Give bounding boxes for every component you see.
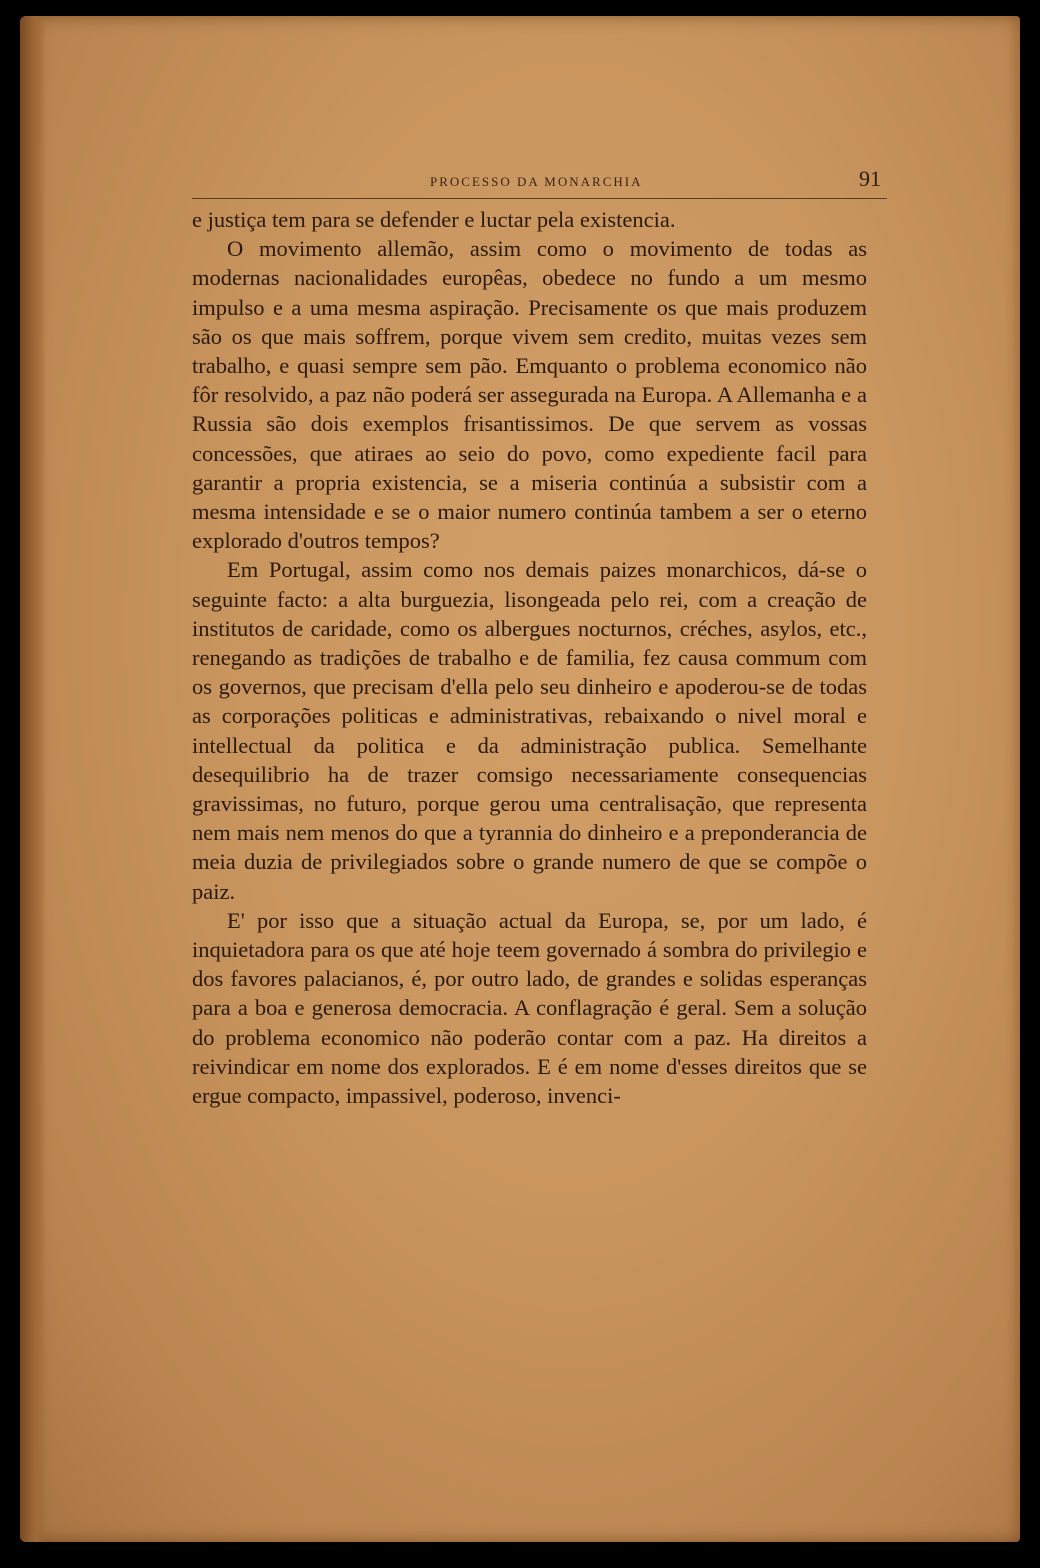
page-spine-shadow bbox=[20, 16, 46, 1542]
page-number: 91 bbox=[859, 166, 881, 191]
body-text bbox=[192, 205, 867, 1110]
paragraph: e justiça tem para se defender e luctar pela existencia. bbox=[192, 207, 676, 232]
paragraph: E' por isso que a situação actual da Europa, se, por um lado, é inquietadora para os que até hoje teem governado á sombra do privilegio e dos favores palacianos, é, por outro lado, de grandes e solidas esperanças para a boa e generosa democracia. A conflagração é geral. Sem a solução do problema economico não poderão contar com a paz. Ha direitos a reivindicar em nome dos explorados. E é em nome d'esses direitos que se ergue compacto, impassivel, poderoso, invenci- bbox=[192, 907, 867, 1109]
paragraph: O movimento allemão, assim como o movimento de todas as modernas nacionalidades europêas, obedece no fundo a um mesmo impulso e a uma mesma aspiração. Precisamente os que mais produzem são os que mais soffrem, porque vivem sem credito, muitas vezes sem trabalho, e quasi sempre sem pão. Emquanto o problema economico não fôr resolvido, a paz não poderá ser assegurada na Europa. A Allemanha e a Russia são dois exemplos frisantissimos. De que servem as vossas concessões, que atiraes ao seio do povo, como expediente facil para garantir a propria existencia, se a miseria continúa a subsistir com a mesma intensidade e se o maior numero continúa tambem a ser o eterno explorado d'outros tempos? bbox=[192, 236, 867, 554]
running-title: PROCESSO DA MONARCHIA bbox=[430, 174, 643, 189]
paragraph: Em Portugal, assim como nos demais paizes monarchicos, dá-se o seguinte facto: a alta burguezia, lisongeada pelo rei, com a creação de institutos de caridade, como os albergues nocturnos, créches, asylos, etc., renegando as tradições de trabalho e de familia, fez causa commum com os governos, que precisam d'ella pelo seu dinheiro e apoderou-se de todas as corporações politicas e administrativas, rebaixando o nivel moral e intellectual da politica e da administração publica. Semelhante desequilibrio ha de trazer comsigo necessariamente consequencias gravissimas, no futuro, porque gerou uma centralisação, que representa nem mais nem menos do que a tyrannia do dinheiro e a preponderancia de meia duzia de privilegiados sobre o grande numero de que se compõe o paiz. bbox=[192, 557, 867, 904]
page-header bbox=[192, 158, 887, 199]
